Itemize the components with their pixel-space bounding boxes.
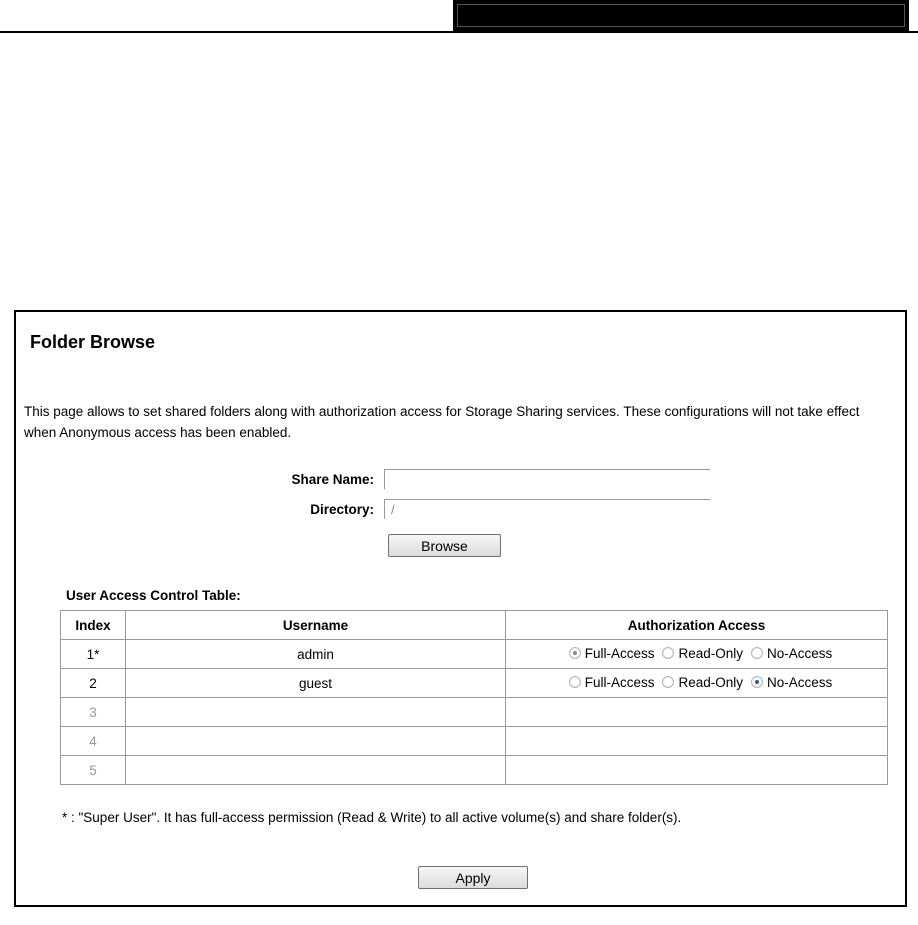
radio-label: No-Access: [767, 645, 833, 661]
header-index: Index: [61, 611, 126, 640]
directory-label: Directory:: [310, 502, 374, 517]
folder-browse-panel: [14, 310, 907, 907]
page-description: This page allows to set shared folders along with authorization access for Storage Sharing services. These configurations will not take effect when Anonymous access has been enabled.: [24, 404, 860, 440]
user-access-control-table: [60, 610, 888, 785]
row-authorization-access: [506, 640, 888, 669]
super-user-footnote: * : "Super User". It has full-access permission (Read & Write) to all active volume(s) and share folder(s).: [62, 810, 682, 825]
table-header-row: [61, 611, 888, 640]
document-header-bar: [453, 0, 909, 31]
row-authorization-access: [506, 669, 888, 698]
table-row: [61, 640, 888, 669]
radio-label: Full-Access: [584, 645, 655, 661]
row-username: [126, 756, 506, 785]
share-name-input[interactable]: [384, 469, 710, 489]
radio-full-access: [569, 647, 581, 659]
row-authorization-access: [506, 756, 888, 785]
page-title: Folder Browse: [30, 332, 156, 352]
row-index: 1*: [61, 640, 126, 669]
row-username: [126, 727, 506, 756]
radio-no-access[interactable]: [751, 676, 763, 688]
share-name-label: Share Name:: [291, 472, 374, 487]
table-row: [61, 698, 888, 727]
apply-button[interactable]: Apply: [418, 866, 528, 889]
access-radio-group: [561, 646, 833, 661]
radio-no-access: [751, 647, 763, 659]
radio-read-only: [662, 647, 674, 659]
radio-read-only[interactable]: [662, 676, 674, 688]
radio-label: No-Access: [767, 674, 833, 690]
row-index: 3: [61, 698, 126, 727]
access-radio-group: [561, 675, 833, 690]
radio-label: Read-Only: [678, 645, 744, 661]
radio-full-access[interactable]: [569, 676, 581, 688]
row-index: 2: [61, 669, 126, 698]
document-header-rule: [0, 31, 918, 33]
header-username: Username: [126, 611, 506, 640]
row-username: guest: [126, 669, 506, 698]
radio-label: Read-Only: [678, 674, 744, 690]
row-username: admin: [126, 640, 506, 669]
browse-button[interactable]: Browse: [388, 534, 501, 557]
row-authorization-access: [506, 727, 888, 756]
table-row: [61, 727, 888, 756]
row-index: 4: [61, 727, 126, 756]
table-caption: User Access Control Table:: [66, 588, 241, 603]
radio-label: Full-Access: [584, 674, 655, 690]
row-index: 5: [61, 756, 126, 785]
row-authorization-access: [506, 698, 888, 727]
table-row: [61, 756, 888, 785]
table-row: [61, 669, 888, 698]
directory-input[interactable]: [384, 499, 710, 519]
row-username: [126, 698, 506, 727]
header-authorization-access: Authorization Access: [506, 611, 888, 640]
